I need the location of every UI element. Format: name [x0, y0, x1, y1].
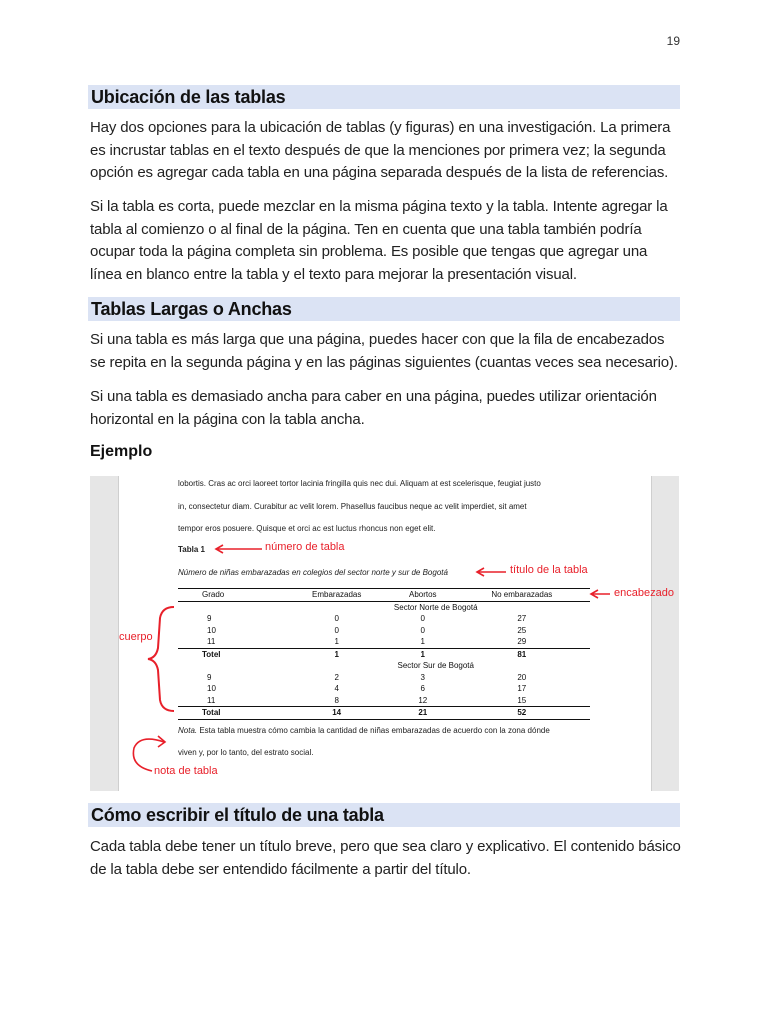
- lorem-line: in, consectetur diam. Curabitur ac velit lorem. Phasellus faucibus neque ac velit imperdiet, sit amet: [178, 502, 527, 511]
- example-label: Ejemplo: [90, 443, 153, 460]
- brace-cuerpo: [148, 607, 174, 711]
- annotation-nota: nota de tabla: [154, 765, 218, 777]
- note-label: Nota.: [178, 726, 198, 735]
- header-cell: No embarazadas: [454, 589, 590, 602]
- table-row: 10 0 0 25: [207, 625, 527, 635]
- paragraph-ubicacion-1: Hay dos opciones para la ubicación de tablas (y figuras) en una investigación. La primera es incrustar tablas en el texto después de que la menciones por primera vez; la segunda opción es agregar cada tabla en una página separada después de la lista de referencias.: [90, 119, 671, 181]
- annotation-titulo: título de la tabla: [510, 564, 588, 576]
- heading-tablas-largas: Tablas Largas o Anchas: [88, 297, 680, 321]
- paragraph-tablas-largas-1: Si una tabla es más larga que una página, puedes hacer con que la fila de encabezados se repita en la segunda página y en las páginas siguientes (cuantas veces sea necesario).: [90, 331, 678, 371]
- page-number: 19: [666, 34, 680, 48]
- table-total-row: Totel 1 1 81: [178, 648, 590, 660]
- paragraph-ubicacion-2: Si la tabla es corta, puede mezclar en la misma página texto y la tabla. Intente agregar la tabla al comienzo o al final de la página. Ten en cuenta que una tabla también podría ocupar toda la página completa sin problema. Es posible que tengas que agregar una línea en blanco entre la tabla y el texto para mejorar la presentación visual.: [90, 198, 668, 283]
- annotation-encabezado: encabezado: [614, 587, 674, 599]
- annotation-numero: número de tabla: [265, 541, 345, 553]
- annotation-arrows: [90, 476, 679, 791]
- table-row: 11 8 12 15: [207, 695, 527, 705]
- header-cell: Grado: [178, 589, 281, 602]
- sector-label: Sector Norte de Bogotá: [393, 602, 478, 612]
- table-row: 10 4 6 17: [207, 684, 527, 694]
- note-text: Esta tabla muestra cómo cambia la cantidad de niñas embarazadas de acuerdo con la zona dónde: [197, 726, 550, 735]
- table-row: 9 2 3 20: [207, 672, 527, 682]
- table-label: Tabla 1: [178, 545, 205, 554]
- header-cell: Embarazadas: [281, 589, 391, 602]
- heading-ubicacion: Ubicación de las tablas: [88, 85, 680, 109]
- table-total-row: Total 14 21 52: [178, 707, 590, 720]
- lorem-line: lobortis. Cras ac orci laoreet tortor lacinia fringilla quis nec dui. Aliquam at est scelerisque, feugiat justo: [178, 479, 541, 488]
- heading-titulo-tabla: Cómo escribir el título de una tabla: [88, 803, 680, 827]
- header-cell: Abortos: [392, 589, 454, 602]
- annotation-cuerpo: cuerpo: [119, 631, 153, 643]
- table-row: 11 1 1 29: [207, 637, 527, 647]
- table-row: 9 0 0 27: [207, 614, 527, 624]
- table-note-line2: viven y, por lo tanto, del estrato social.: [178, 748, 314, 757]
- example-figure: [90, 476, 679, 791]
- paragraph-tablas-largas-2: Si una tabla es demasiado ancha para caber en una página, puedes utilizar orientación horizontal en la página con la tabla ancha.: [90, 388, 657, 428]
- sector-label: Sector Sur de Bogotá: [397, 661, 474, 671]
- paragraph-titulo-tabla: Cada tabla debe tener un título breve, pero que sea claro y explicativo. El contenido básico de la tabla debe ser entendido fácilmente a partir del título.: [90, 838, 681, 878]
- table-title: Número de niñas embarazadas en colegios del sector norte y sur de Bogotá: [178, 568, 448, 577]
- lorem-line: tempor eros posuere. Quisque et orci ac est luctus rhoncus non eget elit.: [178, 524, 436, 533]
